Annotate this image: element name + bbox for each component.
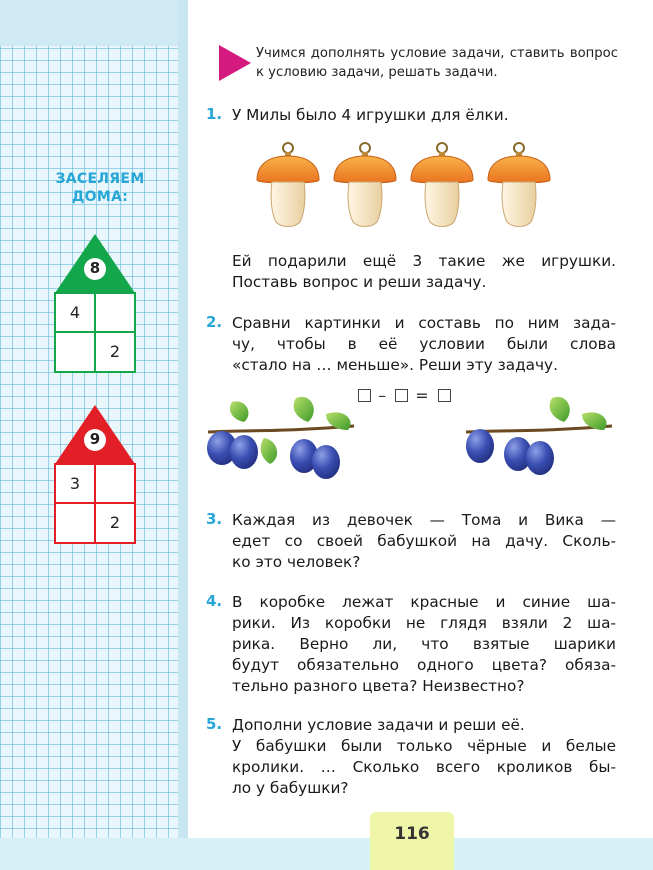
house-8-cell: 4 xyxy=(69,303,81,322)
task-2-text xyxy=(232,313,616,376)
task-5-line: кролики. … Сколько всего кроликов бы- xyxy=(232,758,616,776)
task-4-line: рики. Из коробки не глядя взяли 2 ша- xyxy=(232,614,616,632)
task-4-text xyxy=(232,592,616,697)
page-number: 116 xyxy=(370,812,454,870)
answer-box[interactable] xyxy=(438,389,451,402)
plum-branch-right-illustration xyxy=(462,392,616,484)
plum-branch-left-illustration xyxy=(204,392,364,484)
task-3-line: едет со своей бабушкой на дачу. Сколь- xyxy=(232,532,616,550)
task-2-line: Сравни картинки и составь по ним зада- xyxy=(232,314,616,332)
task-5-number: 5. xyxy=(206,715,223,733)
equals-sign: = xyxy=(415,386,431,405)
task-2-number: 2. xyxy=(206,313,223,331)
task-4-line: рика. Верно ли, что взятые шарики xyxy=(232,635,616,653)
plum xyxy=(526,441,554,475)
answer-box[interactable] xyxy=(395,389,408,402)
leaf xyxy=(294,397,314,422)
sidebar-heading xyxy=(52,170,148,206)
mushroom-toy xyxy=(488,143,550,227)
plum xyxy=(230,435,258,469)
margin-top-strip xyxy=(0,0,178,46)
leaf xyxy=(230,401,249,422)
mushroom-toy xyxy=(411,143,473,227)
task-5-line: ло у бабушки? xyxy=(232,779,349,797)
task-1-line: У Милы было 4 игрушки для ёлки. xyxy=(232,106,509,124)
lesson-intro: Учимся дополнять условие задачи, ставить вопрос к условию задачи, решать задачи. xyxy=(256,46,618,80)
intro-marker-icon xyxy=(219,45,251,81)
sidebar-heading-line1: ЗАСЕЛЯЕМ xyxy=(55,171,145,187)
minus-sign: – xyxy=(378,386,389,405)
task-3-line: Каждая из девочек — Тома и Вика — xyxy=(232,511,616,529)
mushroom-toys-illustration xyxy=(252,140,552,230)
task-4-line: В коробке лежат красные и синие ша- xyxy=(232,593,616,611)
task-3-number: 3. xyxy=(206,510,223,528)
task-3-line: ко это человек? xyxy=(232,553,361,571)
task-1-line: Ей подарили ещё 3 такие же игрушки. xyxy=(232,252,616,270)
plum xyxy=(466,429,494,463)
plum xyxy=(312,445,340,479)
task-1-line: Поставь вопрос и реши задачу. xyxy=(232,273,487,291)
task-1-number: 1. xyxy=(206,105,223,123)
leaf xyxy=(550,397,570,422)
house-9-roof-number: 9 xyxy=(89,430,101,448)
task-5-line: У бабушки были только чёрные и белые xyxy=(232,737,616,755)
mushroom-toy xyxy=(257,143,319,227)
task-2-line: чу, чтобы в её условии были слова xyxy=(232,335,616,353)
leaf xyxy=(261,438,277,464)
task-4-number: 4. xyxy=(206,592,223,610)
task-2-equation xyxy=(358,386,451,405)
task-1-text-a xyxy=(232,105,620,126)
number-house-8 xyxy=(53,232,135,374)
number-house-9 xyxy=(53,403,135,545)
house-9-cell: 2 xyxy=(109,513,121,532)
sidebar-heading-line2: ДОМА: xyxy=(71,189,129,205)
bottom-strip xyxy=(0,838,653,870)
page-spine xyxy=(178,0,188,870)
task-4-line: тельно разного цвета? Неизвестно? xyxy=(232,677,525,695)
task-3-text xyxy=(232,510,616,573)
task-5-line: Дополни условие задачи и реши её. xyxy=(232,716,525,734)
house-8-cell: 2 xyxy=(109,342,121,361)
task-2-line: «стало на … меньше». Реши эту задачу. xyxy=(232,356,558,374)
task-5-text xyxy=(232,715,616,799)
mushroom-toy xyxy=(334,143,396,227)
task-4-line: будут обязательно одного цвета? обяза- xyxy=(232,656,616,674)
house-8-roof-number: 8 xyxy=(89,259,101,277)
house-9-cell: 3 xyxy=(69,474,81,493)
task-1-text-b xyxy=(232,251,616,293)
